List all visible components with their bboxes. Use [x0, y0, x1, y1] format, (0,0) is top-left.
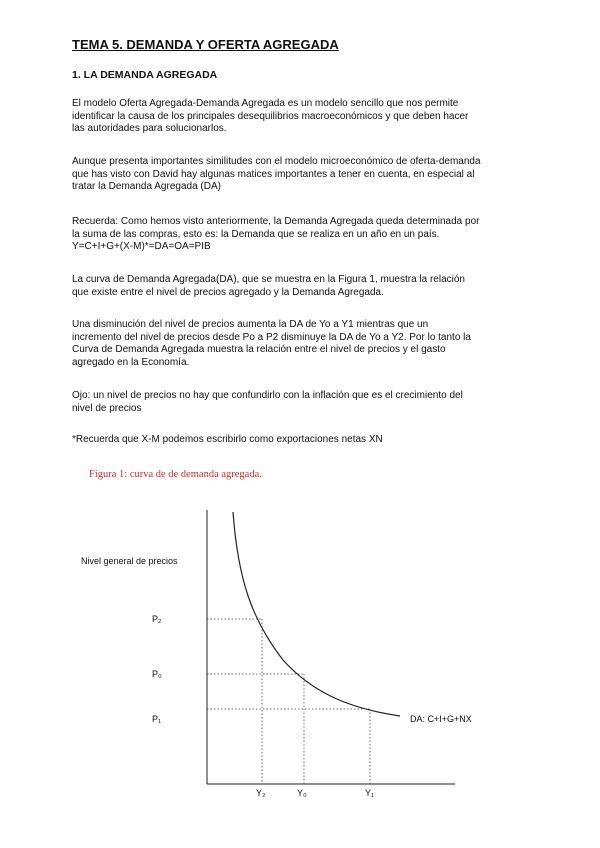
text-line: las autoridades para solucionarlos. — [72, 123, 227, 135]
text-line: Ojo: un nivel de precios no hay que confundirlo con la inflación que es el crecimiento del — [72, 390, 463, 401]
text-line: que has visto con David hay algunas matices importantes a tener en cuenta, en especial al — [72, 168, 475, 180]
y-tick-label: P₀ — [152, 669, 162, 679]
text-line: Curva de Demanda Agregada muestra la relación entre el nivel de precios y el gasto — [72, 344, 446, 356]
text-line: nivel de precios — [72, 402, 142, 414]
text-line: Recuerda: Como hemos visto anteriormente, la Demanda Agregada queda determinada por — [72, 216, 480, 227]
text-line: Aunque presenta importantes similitudes con el modelo microeconómico de oferta-demanda — [72, 156, 481, 167]
demand-curve — [233, 512, 400, 716]
formula-line: Y=C+I+G+(X-M)*=DA=OA=PIB — [72, 241, 211, 253]
page-title: TEMA 5. DEMANDA Y OFERTA AGREGADA — [72, 37, 339, 52]
text-line: la suma de las compras, esto es: la Demanda que se realiza en un año en un país. — [72, 228, 440, 240]
guide-lines — [207, 619, 370, 784]
x-tick-label: Y₀ — [297, 788, 307, 798]
curve-label: DA: C+I+G+NX — [410, 714, 472, 724]
y-tick-label: P₁ — [152, 714, 162, 724]
x-tick-label: Y₁ — [365, 788, 375, 798]
text-line: que existe entre el nivel de precios agregado y la Demanda Agregada. — [72, 286, 384, 298]
text-line: agregado en la Economía. — [72, 356, 190, 368]
text-line: El modelo Oferta Agregada-Demanda Agregada es un modelo sencillo que nos permite — [72, 98, 459, 109]
y-axis-label: Nivel general de precios — [81, 556, 178, 566]
text-line: identificar la causa de los principales desequilibrios macroeconómicos y que deben hacer — [72, 110, 469, 122]
text-line: *Recuerda que X-M podemos escribirlo como exportaciones netas XN — [72, 434, 383, 445]
y-tick-label: P₂ — [152, 614, 162, 624]
text-line: incremento del nivel de precios desde Po a P2 disminuye la DA de Yo a Y2. Por lo tanto la — [72, 331, 471, 343]
text-line: La curva de Demanda Agregada(DA), que se muestra en la Figura 1, muestra la relación — [72, 274, 465, 285]
figure-caption: Figura 1: curva de de demanda agregada. — [89, 469, 262, 480]
x-tick-label: Y₂ — [256, 788, 266, 798]
text-line: tratar la Demanda Agregada (DA) — [72, 181, 221, 193]
section-heading: 1. LA DEMANDA AGREGADA — [72, 69, 218, 81]
text-line: Una disminución del nivel de precios aumenta la DA de Yo a Y1 mientras que un — [72, 319, 429, 330]
